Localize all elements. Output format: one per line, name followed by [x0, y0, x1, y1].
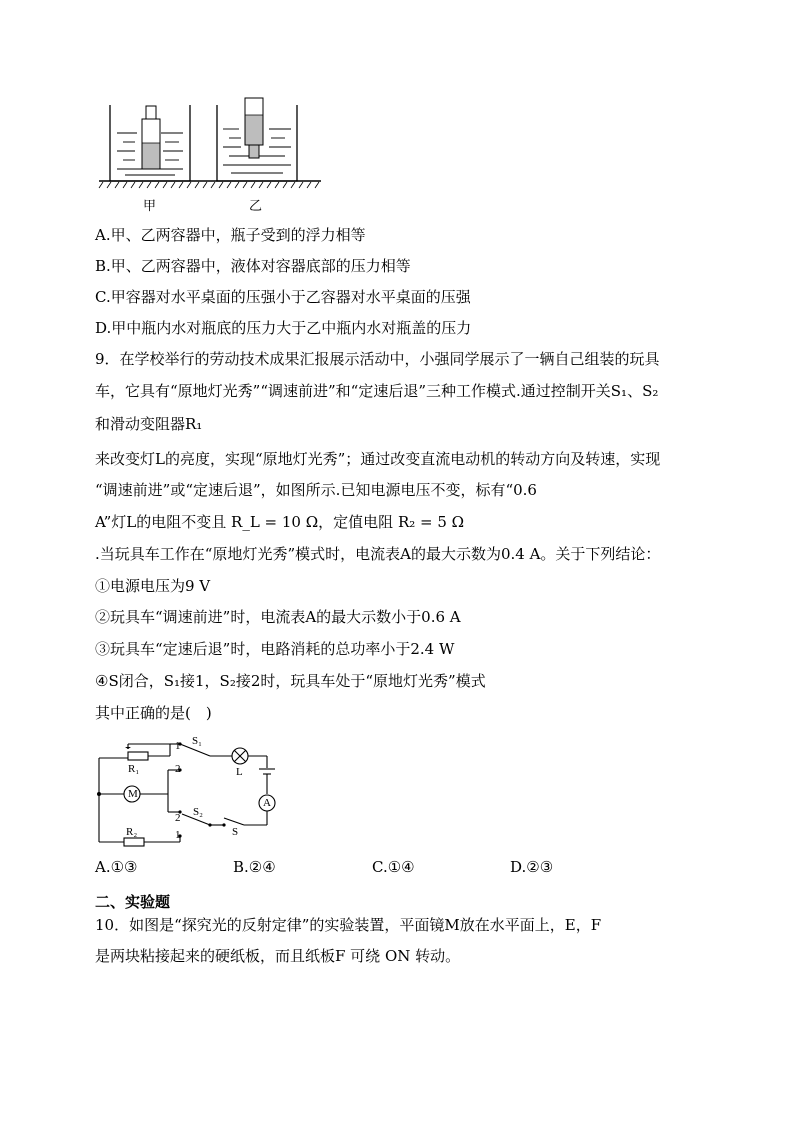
q9-stem-line-7: .当玩具车工作在“原地灯光秀”模式时，电流表A的最大示数为0.4 A。关于下列结论： — [95, 545, 661, 563]
q8-option-b: B.甲、乙两容器中，液体对容器底部的压力相等 — [95, 257, 411, 275]
circuit-diagram — [92, 728, 282, 852]
q9-question: 其中正确的是( ) — [95, 704, 212, 722]
circuit-terminal-2-bottom: 2 — [175, 812, 181, 824]
q9-conclusion-4: ④S闭合，S₁接1，S₂接2时，玩具车处于“原地灯光秀”模式 — [95, 672, 486, 690]
q9-stem-line-2: 车，它具有“原地灯光秀”“调速前进”和“定速后退”三种工作模式.通过控制开关S₁、S₂ — [95, 382, 659, 400]
q9-option-c: C.①④ — [372, 858, 415, 876]
q9-stem-line-4: 来改变灯L的亮度，实现“原地灯光秀”；通过改变直流电动机的转动方向及转速，实现 — [95, 450, 661, 468]
label-jia: 甲 — [143, 199, 157, 214]
label-yi: 乙 — [249, 199, 263, 214]
q10-stem-line-2: 是两块粘接起来的硬纸板，而且纸板F 可绕 ON 转动。 — [95, 947, 461, 965]
q9-stem-line-6: A”灯L的电阻不变且 R_L = 10 Ω，定值电阻 R₂ = 5 Ω — [95, 513, 465, 531]
circuit-label-r1: R₁ — [128, 763, 140, 775]
q8-option-a: A.甲、乙两容器中，瓶子受到的浮力相等 — [95, 226, 366, 244]
circuit-label-s2: S₂ — [193, 806, 203, 818]
circuit-label-a: A — [263, 797, 271, 809]
q9-conclusion-2: ②玩具车“调速前进”时，电流表A的最大示数小于0.6 A — [95, 608, 461, 626]
circuit-label-l: L — [236, 766, 243, 778]
q9-option-a: A.①③ — [95, 858, 138, 876]
circuit-label-s: S — [232, 826, 239, 838]
q9-stem-line-3: 和滑动变阻器R₁ — [95, 415, 203, 433]
container-figure — [95, 95, 325, 195]
q9-stem-line-5: “调速前进”或“定速后退”，如图所示.已知电源电压不变，标有“0.6 — [95, 481, 537, 499]
q9-stem-line-1: 9．在学校举行的劳动技术成果汇报展示活动中，小强同学展示了一辆自己组装的玩具 — [95, 350, 660, 368]
q8-option-c: C.甲容器对水平桌面的压强小于乙容器对水平桌面的压强 — [95, 288, 471, 306]
q9-option-d: D.②③ — [510, 858, 554, 876]
q10-stem-line-1: 10．如图是“探究光的反射定律”的实验装置，平面镜M放在水平面上，E，F — [95, 916, 602, 934]
circuit-terminal-1-top: 1 — [175, 740, 181, 752]
q9-conclusion-3: ③玩具车“定速后退”时，电路消耗的总功率小于2.4 W — [95, 640, 455, 658]
circuit-terminal-1-bottom: 1 — [175, 829, 181, 841]
circuit-label-m: M — [128, 788, 138, 800]
q9-conclusion-1: ①电源电压为9 V — [95, 577, 211, 595]
circuit-label-r2: R₂ — [126, 826, 138, 838]
q9-option-b: B.②④ — [233, 858, 276, 876]
circuit-label-s1: S₁ — [192, 735, 202, 747]
circuit-terminal-2-top: 2 — [175, 763, 181, 775]
q8-option-d: D.甲中瓶内水对瓶底的压力大于乙中瓶内水对瓶盖的压力 — [95, 319, 472, 337]
section-heading: 二、实验题 — [95, 893, 171, 911]
